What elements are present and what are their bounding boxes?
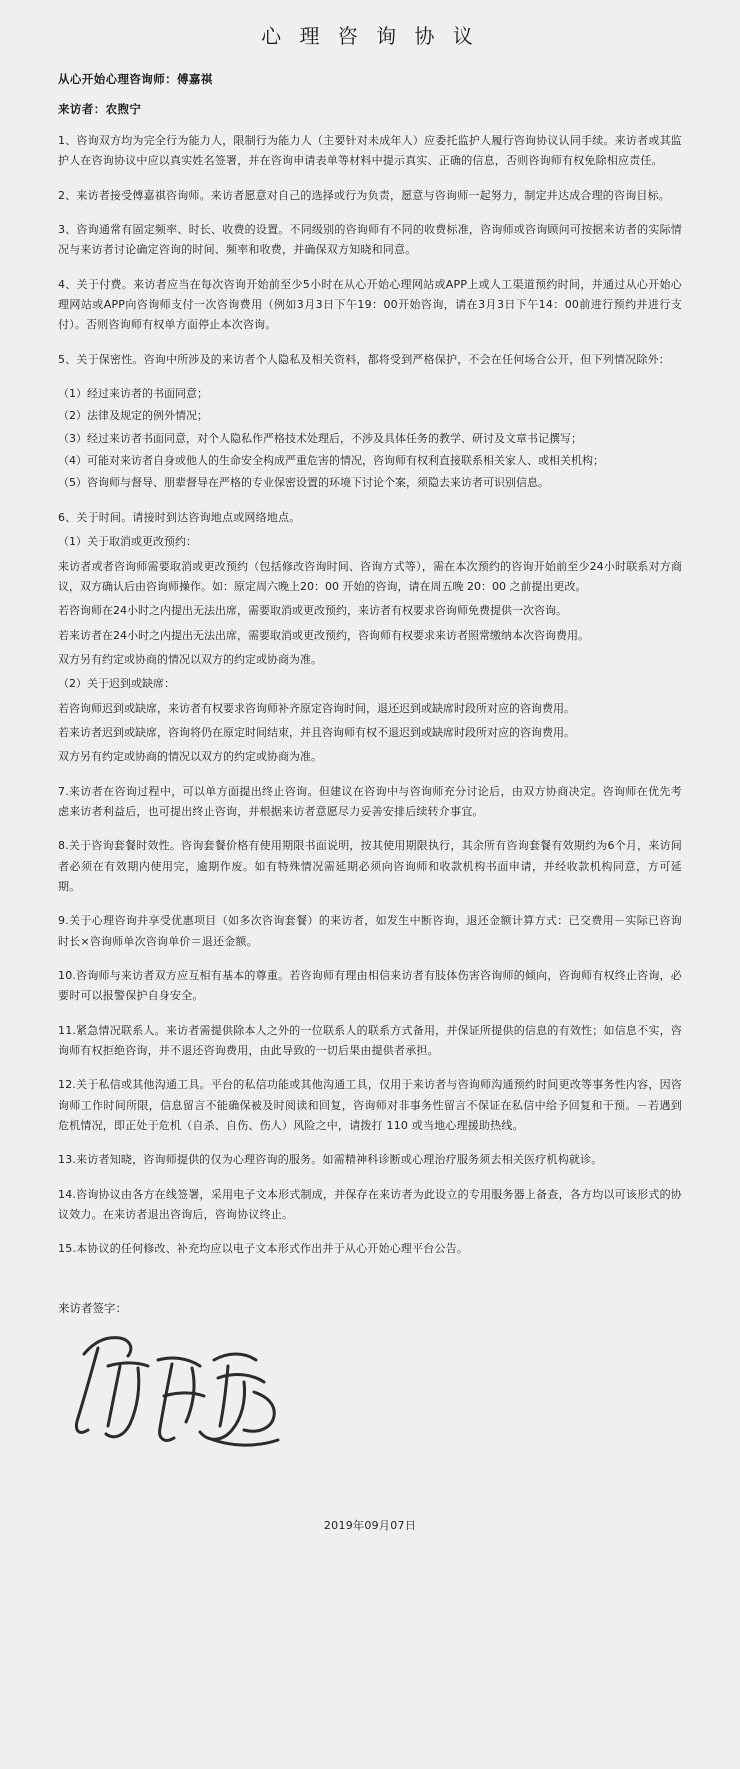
clause-5-item-2: （2）法律及规定的例外情况； — [58, 409, 208, 423]
clause-5-item-3: （3）经过来访者书面同意，对个人隐私作严格技术处理后，不涉及具体任务的教学、研讨及文章书记撰写； — [58, 431, 582, 445]
clause-5-item-4: （4）可能对来访者自身或他人的生命安全构成严重危害的情况，咨询师有权利直接联系相关家人、或相关机构； — [58, 454, 604, 468]
clause-12: 12.关于私信或其他沟通工具。平台的私信功能或其他沟通工具，仅用于来访者与咨询师沟通预约时间更改等事务性内容，因咨询师工作时间所限，信息留言不能确保被及时阅读和回复，咨询师对非事务性留言不保证在私信中给予回复和干预。－若遇到危机情况，即正处于危机（自杀、自伤、伤人）风险之中，请拨打 110 或当地心理援助热线。 — [58, 1078, 682, 1133]
signature-date: 2019年09月07日 — [323, 1518, 417, 1532]
counselor-prefix: 从心开始心理咨询师： — [58, 72, 177, 86]
clause-8: 8.关于咨询套餐时效性。咨询套餐价格有使用期限书面说明，按其使用期限执行，其余所有咨询套餐有效期约为6个月，来访间者必须在有效期内使用完，逾期作废。如有特殊情况需延期必须向咨询师和收款机构书面申请，并经收款机构同意，方可延期。 — [58, 839, 682, 893]
spacer — [58, 1470, 682, 1476]
clause-9: 9.关于心理咨询并享受优惠项目（如多次咨询套餐）的来访者，如发生中断咨询，退还金额计算方式：已交费用－实际已咨询时长×咨询师单次咨询单价＝退还金额。 — [58, 914, 682, 948]
clause-5-item-1: （1）经过来访者的书面同意； — [58, 387, 208, 401]
client-name: 农煦宁 — [105, 102, 142, 116]
clause-6-sub-2-para-2: 若来访者迟到或缺席，咨询将仍在原定时间结束，并且咨询师有权不退迟到或缺席时段所对应的咨询费用。 — [58, 725, 575, 739]
clause-15: 15.本协议的任何修改、补充均应以电子文本形式作出并于从心开始心理平台公告。 — [58, 1242, 469, 1256]
client-line — [58, 101, 682, 117]
clause-5: 5、关于保密性。咨询中所涉及的来访者个人隐私及相关资料，都将受到严格保护，不会在任何场合公开，但下列情况除外： — [58, 352, 670, 366]
clause-6-sub-1-para-4: 双方另有约定或协商的情况以双方的约定或协商为准。 — [58, 652, 322, 666]
clause-6-sub-2-title: （2）关于迟到或缺席： — [58, 677, 175, 691]
clause-10: 10.咨询师与来访者双方应互相有基本的尊重。若咨询师有理由相信来访者有肢体伤害咨询师的倾向，咨询师有权终止咨询，必要时可以报警保护自身安全。 — [58, 969, 682, 1003]
page-title: 心 理 咨 询 协 议 — [261, 24, 479, 48]
signature-label: 来访者签字： — [58, 1300, 127, 1315]
clause-11: 11.紧急情况联系人。来访者需提供除本人之外的一位联系人的联系方式备用，并保证所提供的信息的有效性；如信息不实，咨询师有权拒绝咨询，并不退还咨询费用，由此导致的一切后果由提供者承担。 — [58, 1023, 682, 1058]
clause-4: 4、关于付费。来访者应当在每次咨询开始前至少5小时在从心开始心理网站或APP上或人工渠道预约时间，并通过从心开始心理网站或APP向咨询师支付一次咨询费用（例如3月3日下午19：00开始咨询，请在3月3日下午14：00前进行预约并进行支付）。否则咨询师有权单方面停止本次咨询。 — [58, 277, 682, 332]
clause-6-sub-2-para-1: 若咨询师迟到或缺席，来访者有权要求咨询师补齐原定咨询时间，退还迟到或缺席时段所对应的咨询费用。 — [58, 701, 575, 715]
client-prefix: 来访者： — [58, 102, 106, 116]
clause-6-sub-1-para-2: 若咨询师在24小时之内提出无法出席，需要取消或更改预约，来访者有权要求咨询师免费提供一次咨询。 — [58, 604, 567, 618]
clause-6-sub-1-title: （1）关于取消或更改预约： — [58, 535, 197, 549]
clause-14: 14.咨询协议由各方在线签署，采用电子文本形式制成，并保存在来访者为此设立的专用服务器上备查，各方均以可该形式的协议效力。在来访者退出咨询后，咨询协议终止。 — [58, 1187, 682, 1222]
clause-6-sub-2-para-3: 双方另有约定或协商的情况以双方的约定或协商为准。 — [58, 750, 322, 764]
clause-6-sub-1-para-1: 来访者或者咨询师需要取消或更改预约（包括修改咨询时间、咨询方式等），需在本次预约的咨询开始前至少24小时联系对方商议，双方确认后由咨询师操作。如：原定周六晚上20：00 开始的咨询，请在周五晚 20：00 之前提出更改。 — [58, 559, 682, 593]
signature-image — [58, 1320, 682, 1470]
clause-1: 1、咨询双方均为完全行为能力人，限制行为能力人（主要针对未成年人）应委托监护人履行咨询协议认同手续。来访者或其监护人在咨询协议中应以真实姓名签署，并在咨询申请表单等材料中提示真实、正确的信息，否则咨询师有权免除相应责任。 — [58, 134, 682, 168]
clause-2: 2、来访者接受傅嘉祺咨询师。来访者愿意对自己的选择或行为负责，愿意与咨询师一起努力，制定并达成合理的咨询目标。 — [58, 188, 670, 202]
counselor-line — [58, 71, 682, 87]
clause-7: 7.来访者在咨询过程中，可以单方面提出终止咨询。但建议在咨询中与咨询师充分讨论后，由双方协商决定。咨询师在优先考虑来访者利益后，也可提出终止咨询，并根据来访者意愿尽力妥善安排后续转介事宜。 — [58, 784, 682, 818]
clause-13: 13.来访者知晓，咨询师提供的仅为心理咨询的服务。如需精神科诊断或心理治疗服务须去相关医疗机构就诊。 — [58, 1153, 603, 1167]
counselor-name: 傅嘉祺 — [177, 72, 213, 86]
clause-3: 3、咨询通常有固定频率、时长、收费的设置。不同级别的咨询师有不同的收费标准，咨询师或咨询顾问可按据来访者的实际情况与来访者讨论确定咨询的时间、频率和收费，并确保双方知晓和同意。 — [58, 223, 682, 257]
clause-6-sub-1-para-3: 若来访者在24小时之内提出无法出席，需要取消或更改预约，咨询师有权要求来访者照常缴纳本次咨询费用。 — [58, 628, 589, 642]
clause-6: 6、关于时间。请接时到达咨询地点或网络地点。 — [58, 510, 301, 524]
clause-5-item-5: （5）咨询师与督导、朋辈督导在严格的专业保密设置的环境下讨论个案，须隐去来访者可识别信息。 — [58, 476, 549, 490]
